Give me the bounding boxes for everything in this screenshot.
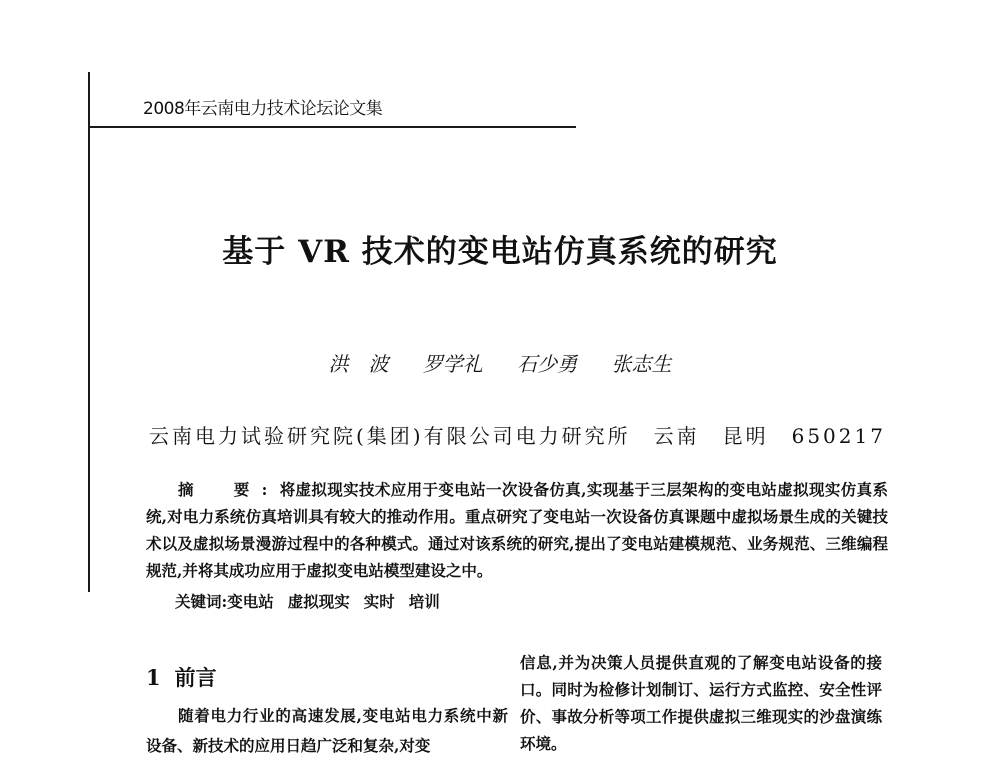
- author: 张志生: [611, 352, 672, 376]
- abstract-text: 将虚拟现实技术应用于变电站一次设备仿真,实现基于三层架构的变电站虚拟现实仿真系统,对电力系统仿真培训具有较大的推动作用。重点研究了变电站一次设备仿真课题中虚拟场景生成的关键技术以及虚拟场景漫游过程中的各种模式。通过对该系统的研究,提出了变电站建模规范、业务规范、三维编程规范,并将其成功应用于虚拟变电站模型建设之中。: [146, 480, 888, 580]
- author: 石少勇: [517, 352, 578, 376]
- keyword: 培训: [408, 592, 440, 611]
- section-title: 前言: [174, 665, 217, 690]
- abstract-label: 摘 要:: [178, 480, 280, 499]
- running-header: 2008年云南电力技术论坛论文集: [143, 99, 383, 119]
- header-rule: [88, 126, 576, 128]
- body-column-right: 信息,并为决策人员提供直观的了解变电站设备的接口。同时为检修计划制订、运行方式监控、安全性评价、事故分析等项工作提供虚拟三维现实的沙盘演练环境。: [520, 653, 882, 753]
- paper-title: 基于 VR 技术的变电站仿真系统的研究: [222, 234, 778, 270]
- author: 洪 波: [328, 352, 389, 376]
- author-list: [0, 348, 1000, 377]
- author: 罗学礼: [422, 352, 483, 376]
- keyword: 虚拟现实: [287, 592, 350, 611]
- keywords-label: 关键词:: [175, 592, 228, 611]
- keywords: [175, 590, 454, 612]
- section-number: 1: [146, 665, 161, 690]
- keyword: 实时: [363, 592, 395, 611]
- margin-vertical-rule: [88, 72, 90, 592]
- abstract: [146, 476, 888, 584]
- affiliation: 云南电力试验研究院(集团)有限公司电力研究所 云南 昆明 650217: [149, 424, 886, 448]
- body-column-left: 随着电力行业的高速发展,变电站电力系统中新设备、新技术的应用日趋广泛和复杂,对变: [146, 706, 508, 755]
- keyword: 变电站: [227, 592, 274, 611]
- section-heading: [146, 662, 217, 692]
